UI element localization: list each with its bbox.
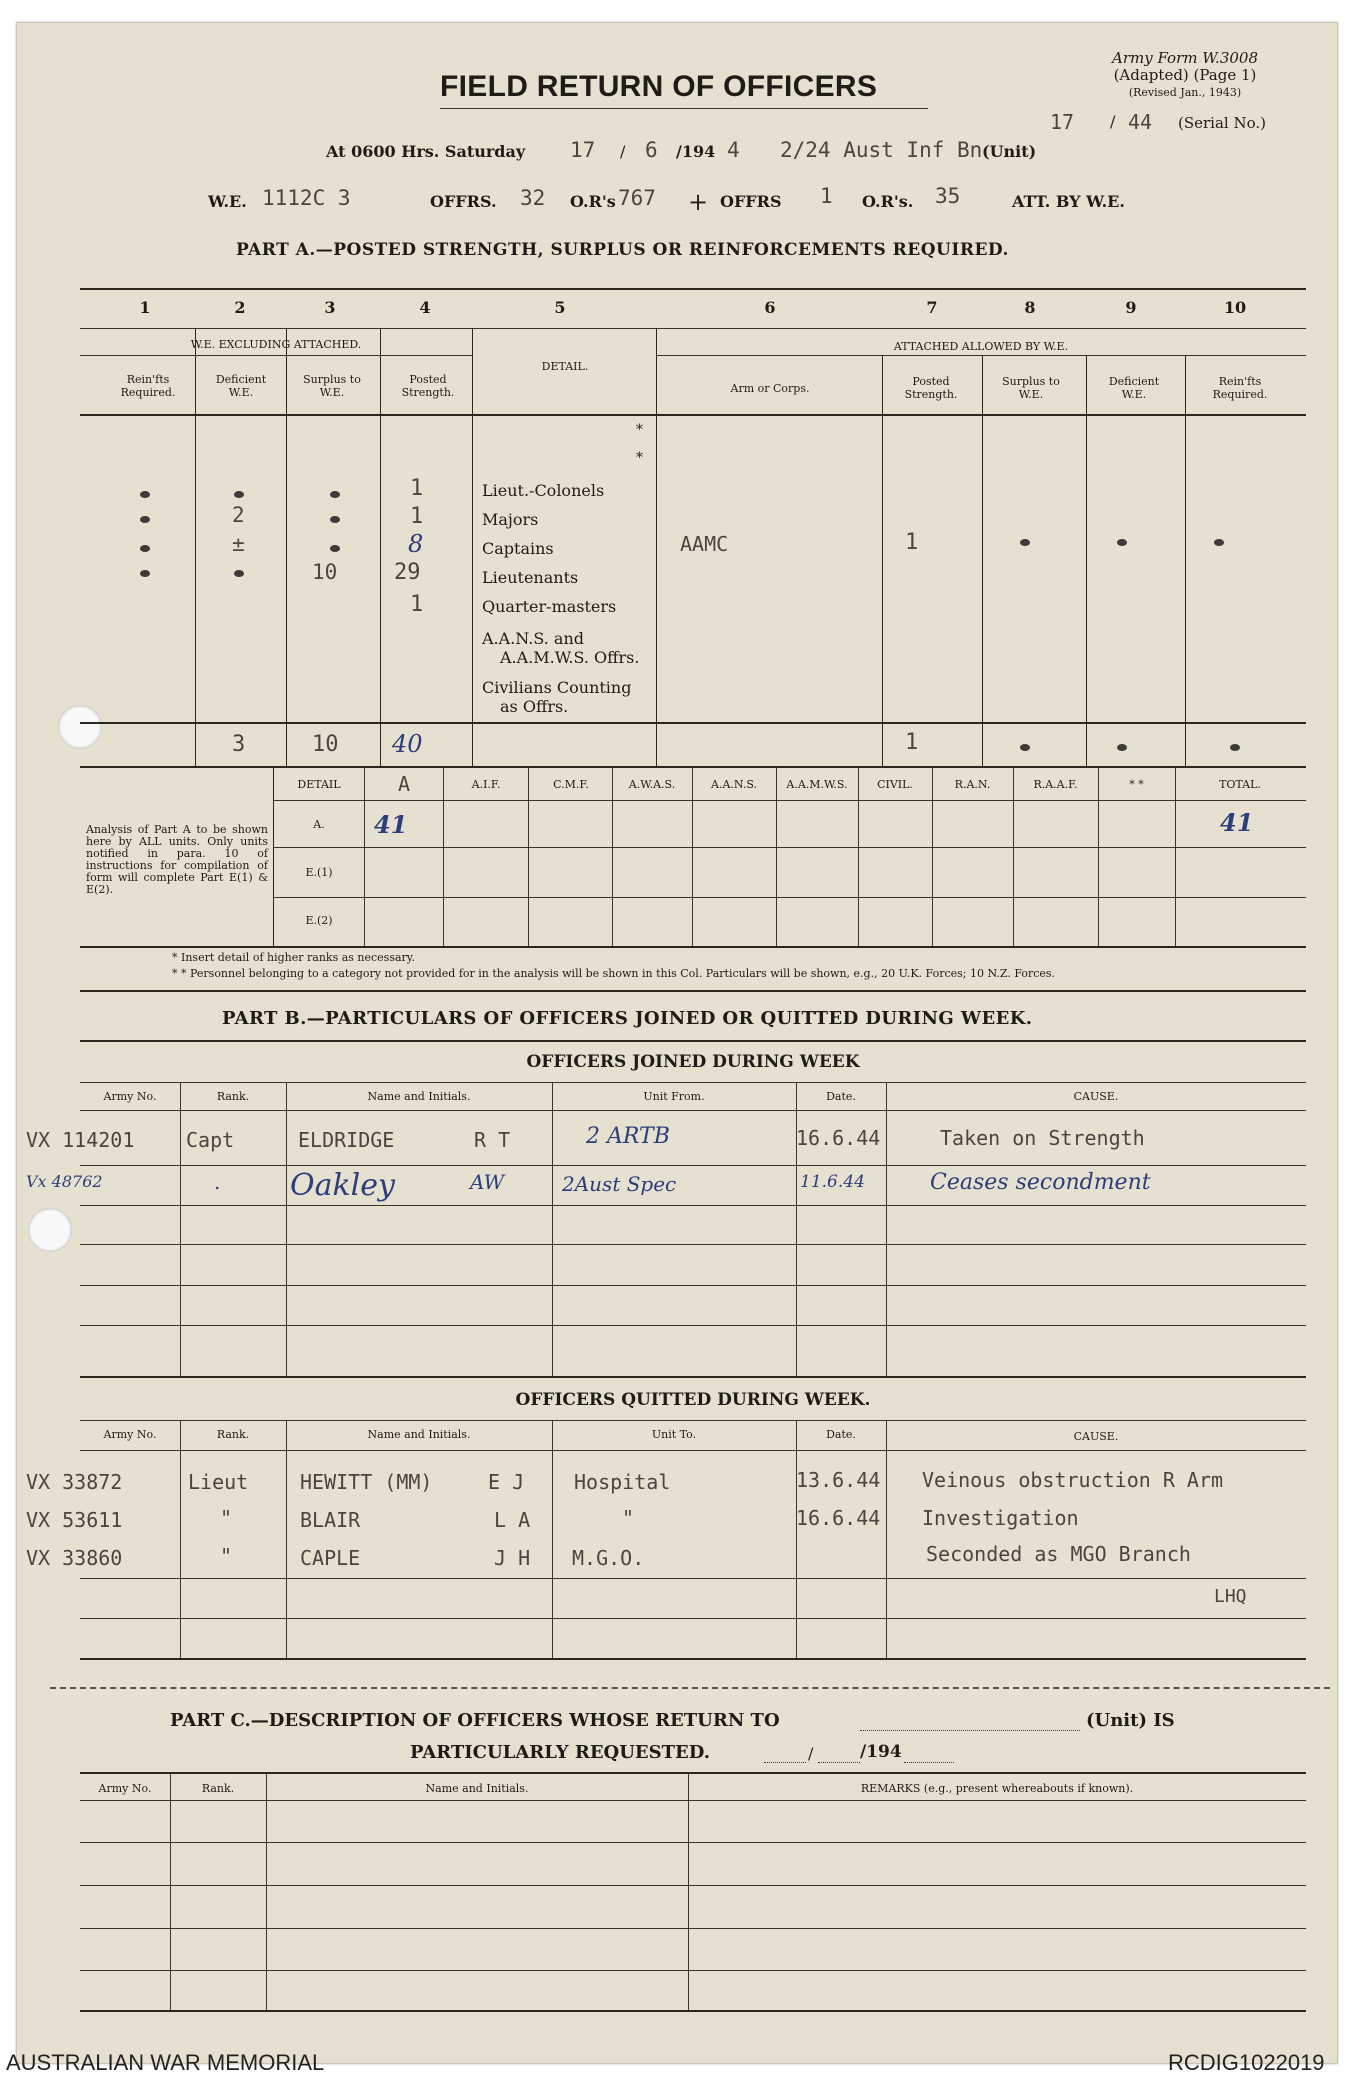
total-posted: 40 <box>392 730 423 758</box>
serial-label: (Serial No.) <box>1178 114 1266 132</box>
joined-row2-date: 11.6.44 <box>800 1172 865 1192</box>
quitted-row1-armyno: VX 33872 <box>26 1470 123 1494</box>
quitted-row2-unit: " <box>622 1506 635 1530</box>
posted-captains: 8 <box>408 530 424 558</box>
quitted-row3-initials: J H <box>494 1546 531 1570</box>
footer-left: AUSTRALIAN WAR MEMORIAL <box>6 2050 325 2075</box>
analysis-hdr-aif: A.I.F. <box>471 778 501 791</box>
analysis-hdr-stars: * * <box>1129 778 1144 791</box>
col-num-8: 8 <box>1024 298 1036 317</box>
at-day: 17 <box>570 138 596 162</box>
quitted-row2-date: 16.6.44 <box>796 1506 881 1530</box>
footnote-1: * Insert detail of higher ranks as necessary. <box>172 951 416 964</box>
serial-number: 17 <box>1050 110 1075 134</box>
analysis-hdr-raaf: R.A.A.F. <box>1033 778 1078 791</box>
rank-quartermasters: Quarter-masters <box>482 597 617 616</box>
col-num-2: 2 <box>234 298 246 317</box>
at-year-digit: 4 <box>727 138 740 162</box>
offrs-label: OFFRS. <box>430 192 497 211</box>
star-1: * <box>636 422 643 438</box>
quitted-row3-name: CAPLE <box>300 1546 361 1570</box>
joined-hdr-name: Name and Initials. <box>367 1090 471 1103</box>
hdr-deficient-9: Deficient W.E. <box>1108 375 1160 401</box>
analysis-row-e2: E.(2) <box>305 914 333 927</box>
part-c-hdr-remarks: REMARKS (e.g., present whereabouts if known). <box>860 1782 1134 1795</box>
joined-row2-name: Oakley <box>290 1168 395 1203</box>
we-value: 1112C 3 <box>262 186 351 210</box>
hdr-surplus-3: Surplus to W.E. <box>303 373 361 399</box>
joined-row1-armyno: VX 114201 <box>26 1128 135 1152</box>
analysis-row-e1: E.(1) <box>305 866 333 879</box>
analysis-total-value: 41 <box>1220 808 1254 837</box>
joined-hdr-armyno: Army No. <box>103 1090 157 1103</box>
hdr-reinfts-1: Rein'fts Required. <box>120 373 176 399</box>
quitted-hdr-date: Date. <box>826 1428 856 1441</box>
posted-lieut-colonels: 1 <box>410 476 424 501</box>
analysis-hdr-cmf: C.M.F. <box>553 778 589 791</box>
quitted-row3-cause: Seconded as MGO Branch <box>926 1542 1191 1566</box>
analysis-hdr-total: TOTAL. <box>1219 778 1261 791</box>
total-deficient: 3 <box>232 732 246 757</box>
star-2: * <box>636 450 643 466</box>
posted-quartermasters: 1 <box>410 592 424 617</box>
col-num-9: 9 <box>1125 298 1137 317</box>
form-id-line1: Army Form W.3008 <box>1112 49 1258 67</box>
col-num-7: 7 <box>926 298 938 317</box>
joined-row2-rank: . <box>214 1170 221 1194</box>
quitted-row1-date: 13.6.44 <box>796 1468 881 1492</box>
serial-year: 44 <box>1128 110 1153 134</box>
hdr-surplus-8: Surplus to W.E. <box>1002 375 1060 401</box>
form-id-line2: (Adapted) (Page 1) <box>1113 66 1257 84</box>
rank-civilians: Civilians Counting <box>482 678 632 697</box>
joined-hdr-unit: Unit From. <box>643 1090 705 1103</box>
col-num-1: 1 <box>139 298 151 317</box>
analysis-hdr-awas: A.W.A.S. <box>628 778 676 791</box>
punch-hole-bottom <box>28 1208 72 1252</box>
part-c-line2: PARTICULARLY REQUESTED. <box>410 1742 710 1763</box>
form-id-line3: (Revised Jan., 1943) <box>1128 86 1242 99</box>
at-unit: 2/24 Aust Inf Bn <box>780 138 983 162</box>
offrs2-value: 1 <box>820 184 833 208</box>
rank-captains: Captains <box>482 539 554 558</box>
group-attached: ATTACHED ALLOWED BY W.E. <box>893 340 1069 353</box>
rank-aamws: A.A.M.W.S. Offrs. <box>500 648 640 667</box>
page-title: FIELD RETURN OF OFFICERS <box>440 70 878 103</box>
joined-row1-unit: 2 ARTB <box>586 1124 670 1149</box>
quitted-hdr-armyno: Army No. <box>103 1428 157 1441</box>
analysis-hdr-ran: R.A.N. <box>954 778 991 791</box>
part-c-hdr-rank: Rank. <box>201 1782 235 1795</box>
analysis-hdr-detail: DETAIL <box>297 778 341 791</box>
quitted-row3-unit: M.G.O. <box>572 1546 645 1570</box>
hdr-detail-5: DETAIL. <box>541 360 589 373</box>
quitted-hdr-name: Name and Initials. <box>367 1428 471 1441</box>
joined-row1-rank: Capt <box>186 1128 235 1152</box>
rank-lieutenants: Lieutenants <box>482 568 579 587</box>
quitted-row2-rank: " <box>220 1506 233 1530</box>
quitted-heading: OFFICERS QUITTED DURING WEEK. <box>515 1390 871 1410</box>
footnote-2: * * Personnel belonging to a category not provided for in the analysis will be shown in this Col. Particulars will be shown, e.g., 20 U.K. Forces; 10 N.Z. Forces. <box>172 967 1056 980</box>
part-c-line1-suffix: (Unit) IS <box>1086 1710 1175 1731</box>
at-unit-label: (Unit) <box>982 142 1037 161</box>
quitted-hdr-rank: Rank. <box>216 1428 250 1441</box>
part-a-heading: PART A.—POSTED STRENGTH, SURPLUS OR REINFORCEMENTS REQUIRED. <box>236 240 1009 260</box>
posted-lieutenants: 29 <box>394 560 421 585</box>
analysis-note: Analysis of Part A to be shown here by ALL units. Only units notified in para. 10 of instructions for compilation of form will complete Part E(1) & E(2). <box>86 823 268 896</box>
quitted-row3-armyno: VX 33860 <box>26 1546 123 1570</box>
attached-arm: AAMC <box>680 532 729 556</box>
analysis-hdr-aans: A.A.N.S. <box>711 778 757 791</box>
offrs-value: 32 <box>520 186 546 210</box>
quitted-row2-name: BLAIR <box>300 1508 361 1532</box>
hdr-reinfts-10: Rein'fts Required. <box>1212 375 1268 401</box>
deficient-majors: 2 <box>232 503 245 527</box>
ors-label: O.R's <box>570 192 616 211</box>
analysis-a-value: 41 <box>374 810 408 839</box>
joined-heading: OFFICERS JOINED DURING WEEK <box>526 1052 860 1072</box>
quitted-row2-initials: L A <box>494 1508 531 1532</box>
quitted-row2-cause: Investigation <box>922 1506 1079 1530</box>
joined-hdr-date: Date. <box>826 1090 856 1103</box>
ors2-value: 35 <box>935 184 961 208</box>
quitted-hdr-cause: CAUSE. <box>1073 1430 1119 1443</box>
we-label: W.E. <box>208 192 247 211</box>
joined-hdr-rank: Rank. <box>216 1090 250 1103</box>
col-num-5: 5 <box>554 298 566 317</box>
quitted-row1-name: HEWITT (MM) <box>300 1470 433 1494</box>
joined-row1-initials: R T <box>474 1128 511 1152</box>
joined-row1-cause: Taken on Strength <box>940 1126 1145 1150</box>
joined-row2-armyno: Vx 48762 <box>26 1172 103 1191</box>
rank-as-offrs: as Offrs. <box>500 697 569 716</box>
hdr-arm-6: Arm or Corps. <box>730 382 810 395</box>
joined-row1-date: 16.6.44 <box>796 1126 881 1150</box>
joined-row2-cause: Ceases secondment <box>930 1170 1151 1195</box>
ors2-label: O.R's. <box>862 192 914 211</box>
part-c-line1-prefix: PART C.—DESCRIPTION OF OFFICERS WHOSE RETURN TO <box>170 1710 780 1731</box>
att-label: ATT. BY W.E. <box>1012 192 1125 211</box>
at-prefix: At 0600 Hrs. Saturday <box>326 142 526 161</box>
col-num-3: 3 <box>324 298 336 317</box>
part-b-heading: PART B.—PARTICULARS OF OFFICERS JOINED OR QUITTED DURING WEEK. <box>222 1008 1033 1029</box>
part-c-hdr-name: Name and Initials. <box>425 1782 529 1795</box>
posted-majors: 1 <box>410 504 424 529</box>
analysis-hdr-civil: CIVIL. <box>877 778 913 791</box>
plus-sign: + <box>688 188 709 216</box>
group-we-excluding: W.E. EXCLUDING ATTACHED. <box>190 338 362 351</box>
part-c-hdr-armyno: Army No. <box>98 1782 152 1795</box>
form-id <box>1080 50 1290 101</box>
at-month: 6 <box>645 138 658 162</box>
separator <box>50 1687 1330 1689</box>
quitted-cause-extra: LHQ <box>1214 1586 1247 1607</box>
hdr-posted-4: Posted Strength. <box>401 373 455 399</box>
quitted-row2-armyno: VX 53611 <box>26 1508 123 1532</box>
quitted-row1-cause: Veinous obstruction R Arm <box>922 1468 1224 1492</box>
analysis-hdr-aamws: A.A.M.W.S. <box>786 778 848 791</box>
total-surplus: 10 <box>312 732 339 757</box>
offrs2-label: OFFRS <box>720 192 782 211</box>
col-num-6: 6 <box>764 298 776 317</box>
quitted-hdr-unit: Unit To. <box>651 1428 697 1441</box>
quitted-row1-unit: Hospital <box>574 1470 671 1494</box>
punch-hole-top <box>58 705 102 749</box>
rank-lieut-colonels: Lieut.-Colonels <box>482 481 605 500</box>
joined-hdr-cause: CAUSE. <box>1073 1090 1119 1103</box>
analysis-row-a: A. <box>313 818 325 831</box>
col-num-4: 4 <box>419 298 431 317</box>
col-num-10: 10 <box>1223 298 1247 317</box>
joined-row2-unit: 2Aust Spec <box>562 1172 677 1196</box>
at-year-prefix: /194 <box>676 142 716 161</box>
ors-value: 767 <box>618 186 656 210</box>
rank-aans: A.A.N.S. and <box>482 629 584 648</box>
footer-right: RCDIG1022019 <box>1168 2050 1325 2075</box>
joined-row2-initials: AW <box>470 1170 505 1194</box>
quitted-row1-initials: E J <box>488 1470 525 1494</box>
part-c-line2-date: /194 <box>860 1742 902 1762</box>
hdr-posted-7: Posted Strength. <box>904 375 958 401</box>
deficient-captains: ± <box>232 532 245 556</box>
surplus-lieutenants: 10 <box>312 560 338 584</box>
total-att-posted: 1 <box>905 730 919 755</box>
attached-posted: 1 <box>905 530 919 555</box>
joined-row1-name: ELDRIDGE <box>298 1128 395 1152</box>
analysis-hdr-a: A <box>397 772 411 796</box>
quitted-row3-rank: " <box>220 1544 233 1568</box>
hdr-deficient-2: Deficient W.E. <box>215 373 267 399</box>
rank-majors: Majors <box>482 510 539 529</box>
quitted-row1-rank: Lieut <box>188 1470 249 1494</box>
